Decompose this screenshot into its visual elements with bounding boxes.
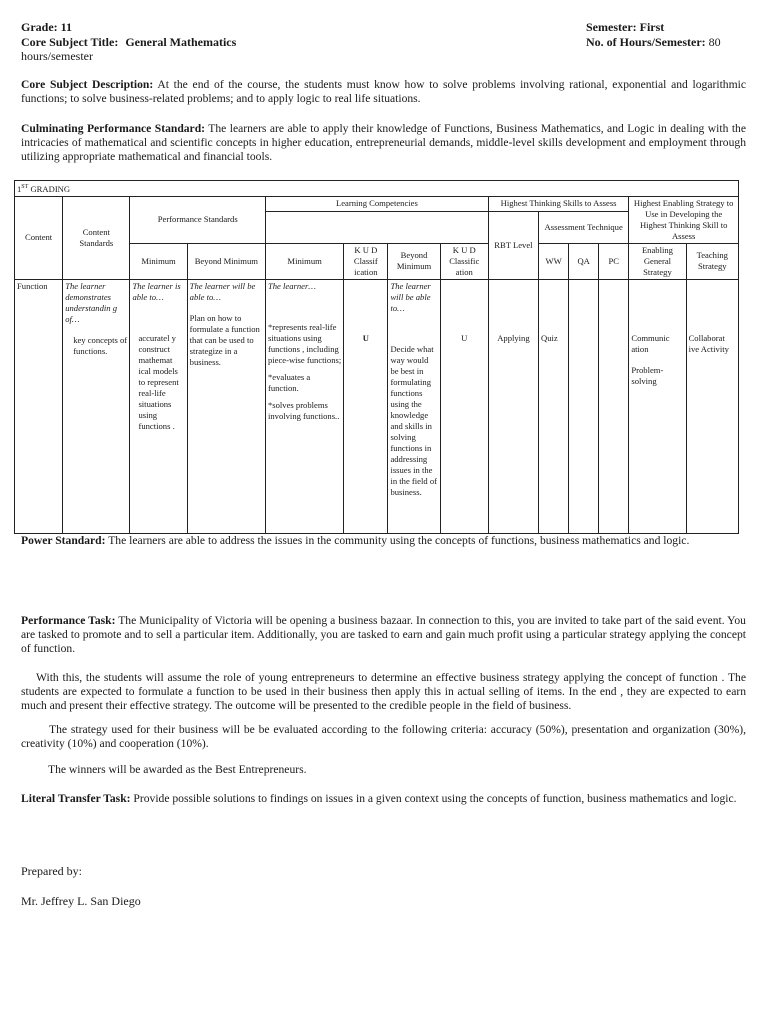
hours-line	[586, 35, 721, 49]
header-qa: QA	[569, 243, 599, 279]
hours-value: 80	[708, 35, 721, 49]
performance-task	[21, 614, 746, 656]
header-lc-minimum: Minimum	[265, 243, 343, 279]
literal-transfer-task	[21, 792, 758, 806]
performance-task-p2: With this, the students will assume the role of young entrepreneurs to determine an effective business strategy applying the concept of function . The students are expected to formulate a function to be used in their business then apply this in actual selling of items. In the end , they are expected to earn much and present their effective strategy. The outcome will be presented to the credible people in the field of business.	[21, 671, 746, 712]
header-ww: WW	[539, 243, 569, 279]
cell-enabling-general	[629, 279, 686, 533]
cell-lc-minimum	[265, 279, 343, 533]
hours-label: No. of Hours/Semester:	[586, 35, 706, 49]
table-row	[15, 279, 739, 533]
header-highest-thinking: Highest Thinking Skills to Assess	[488, 196, 629, 211]
cell-ww	[539, 279, 569, 533]
ps-min-text: accuratel y construct mathemat ical models to represent real-life situations using functions .	[138, 332, 179, 431]
header-performance-standards: Performance Standards	[130, 196, 266, 243]
cell-kud-1	[344, 279, 388, 533]
lc-beyond-text: Decide what way would be best in formulating functions using the knowledge and skills in solving functions in addressing issues in the in the field of business.	[390, 343, 437, 497]
prepared-by-name: Mr. Jeffrey L. San Diego	[21, 894, 141, 908]
header-blank	[265, 211, 488, 243]
header-lc-beyond-minimum: Beyond Minimum	[388, 243, 440, 279]
cell-pc	[599, 279, 629, 533]
literal-transfer-text: Provide possible solutions to findings on issues in a given context using the concepts of function, business mathematics and logic.	[133, 792, 737, 805]
header-teaching-strategy: Teaching Strategy	[686, 243, 738, 279]
grading-number: 1	[17, 183, 22, 194]
header-rbt-level: RBT Level	[488, 211, 538, 279]
cs-text: key concepts of functions.	[73, 334, 128, 356]
lc-beyond-intro: The learner will be able to…	[390, 280, 431, 313]
grading-superscript: ST	[21, 184, 29, 190]
kud-1-value: U	[362, 332, 369, 343]
header-assessment-technique: Assessment Technique	[539, 211, 629, 243]
description-label: Core Subject Description:	[21, 78, 154, 91]
cell-content: Function	[15, 279, 63, 533]
header-content-standards: Content Standards	[63, 196, 130, 279]
cell-ps-minimum	[130, 279, 187, 533]
lc-min-item-1: *represents real-life situations using functions , including piece-wise functions;	[267, 321, 342, 365]
culminating-text: The learners are able to apply their knowledge of Functions, Business Mathematics, and Logic in dealing with the intricacies of mathematical and scientific concepts in higher education, entrepreneurial demands, middle-level skills development and employment through utilizing appropriate mathematical and financial tools.	[21, 122, 746, 163]
cs-intro: The learner demonstrates understandin g of…	[65, 280, 117, 324]
culminating-label: Culminating Performance Standard:	[21, 122, 206, 135]
semester-label: Semester: First	[586, 20, 665, 34]
culminating-standard	[21, 122, 746, 164]
teaching-value: Collaborat ive Activity	[688, 332, 729, 354]
ww-value: Quiz	[541, 332, 558, 343]
curriculum-table	[14, 180, 739, 534]
cell-ps-beyond	[187, 279, 265, 533]
power-standard-label: Power Standard:	[21, 534, 106, 547]
ps-min-intro: The learner is able to…	[132, 280, 181, 302]
header-highest-enabling: Highest Enabling Strategy to Use in Developing the Highest Thinking Skill to Assess	[629, 196, 739, 243]
kud-2-value: U	[461, 332, 468, 343]
literal-transfer-label: Literal Transfer Task:	[21, 792, 131, 805]
subject-title-line	[21, 35, 236, 49]
cell-content-standard	[63, 279, 130, 533]
header-pc: PC	[599, 243, 629, 279]
header-learning-competencies: Learning Competencies	[265, 196, 488, 211]
description-text: At the end of the course, the students must know how to solve problems involving rational, exponential and logarithmic functions; to solve business-related problems; and to apply logic to real life situations.	[21, 78, 746, 105]
grade-label: Grade: 11	[21, 20, 72, 34]
cell-qa	[569, 279, 599, 533]
subject-title: General Mathematics	[125, 35, 237, 49]
header-kud-1: K U D Classif ication	[344, 243, 388, 279]
performance-task-p4: The winners will be awarded as the Best Entrepreneurs.	[48, 763, 307, 776]
lc-min-item-3: *solves problems involving functions..	[267, 399, 340, 421]
hours-unit: hours/semester	[21, 49, 93, 63]
cell-kud-2	[440, 279, 488, 533]
performance-task-p3: The strategy used for their business will be be evaluated according to the following criteria: accuracy (50%), presentation and organization (30%), creativity (10%) and cooperation (10%).	[21, 723, 746, 750]
enabling-item-2: Problem-solving	[631, 364, 664, 386]
header-enabling-general: Enabling General Strategy	[629, 243, 686, 279]
cell-teaching-strategy	[686, 279, 738, 533]
lc-min-item-2: *evaluates a function.	[267, 371, 311, 393]
ps-beyond-intro: The learner will be able to…	[189, 280, 256, 302]
grading-cell	[15, 181, 739, 197]
enabling-item-1: Communic ation	[631, 332, 670, 354]
cell-lc-beyond	[388, 279, 440, 533]
header-row-1	[15, 196, 739, 211]
performance-task-p1: The Municipality of Victoria will be opening a business bazaar. In connection to this, you are invited to take part of the said event. You are tasked to promote and to sell a particular item. Additionally, you are tasked to earn and gain much profit using a particular strategy applying the concept of function.	[21, 614, 746, 655]
rbt-value: Applying	[497, 332, 530, 343]
ps-beyond-text: Plan on how to formulate a function that can be used to strategize in a business.	[189, 312, 260, 367]
prepared-by-label: Prepared by:	[21, 864, 82, 878]
power-standard	[21, 534, 746, 548]
performance-task-label: Performance Task:	[21, 614, 116, 627]
power-standard-text: The learners are able to address the issues in the community using the concepts of functions, business mathematics and logic.	[108, 534, 690, 547]
grading-row	[15, 181, 739, 197]
header-ps-minimum: Minimum	[130, 243, 187, 279]
header-ps-beyond-minimum: Beyond Minimum	[187, 243, 265, 279]
subject-title-label: Core Subject Title:	[21, 35, 119, 49]
lc-min-intro: The learner…	[267, 280, 316, 291]
grading-text: GRADING	[30, 183, 71, 194]
core-subject-description	[21, 78, 746, 106]
cell-rbt	[488, 279, 538, 533]
header-content: Content	[15, 196, 63, 279]
header-kud-2: K U D Classific ation	[440, 243, 488, 279]
